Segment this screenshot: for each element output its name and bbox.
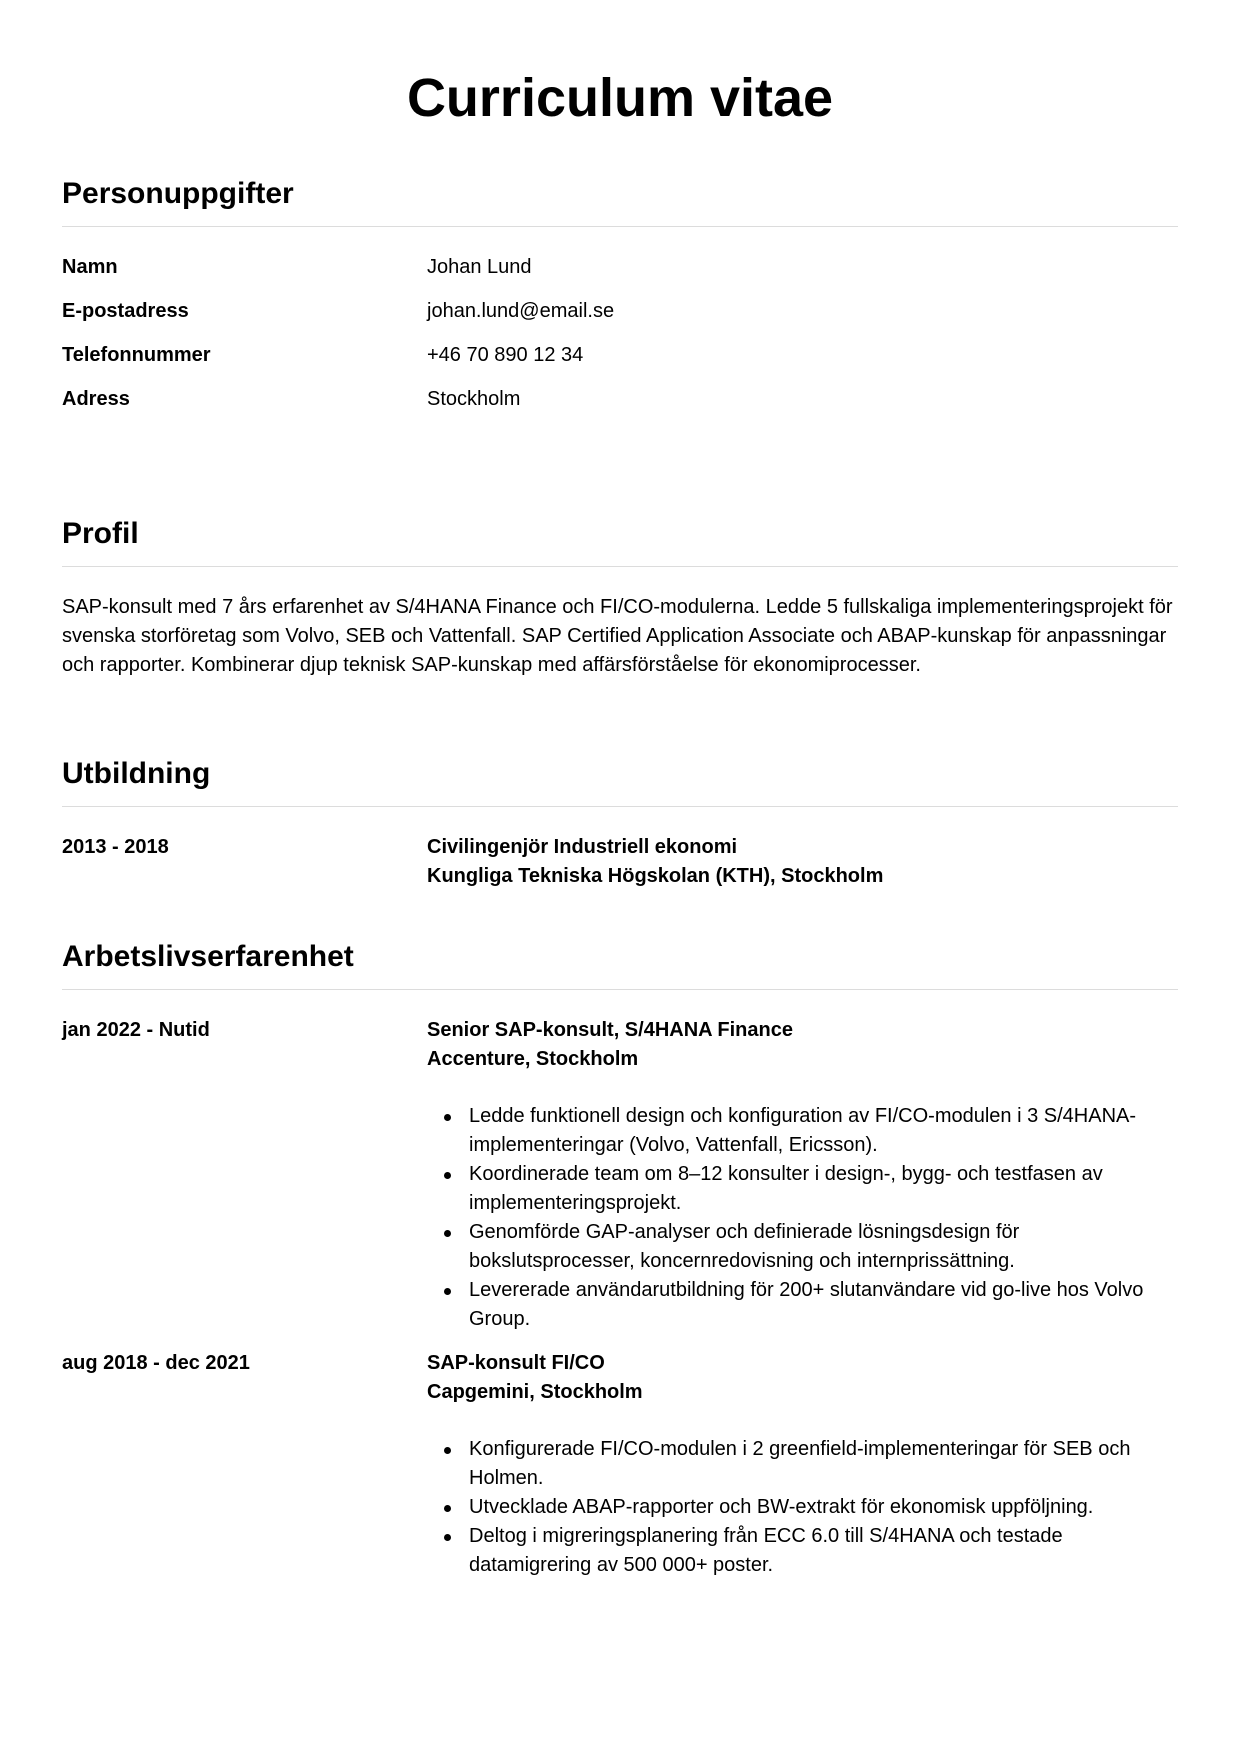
list-item: Konfigurerade FI/CO-modulen i 2 greenfield-implementeringar för SEB och Holmen.	[469, 1435, 1178, 1493]
job-role: SAP-konsult FI/CO	[427, 1352, 605, 1374]
section-heading-work: Arbetslivserfarenhet	[62, 939, 1178, 990]
list-item: Ledde funktionell design och konfiguration av FI/CO-modulen i 3 S/4HANA-implementeringar (Volvo, Vattenfall, Ericsson).	[469, 1102, 1178, 1160]
field-value: Stockholm	[427, 388, 521, 410]
personal-row-email	[62, 297, 1178, 341]
personal-row-address	[62, 385, 1178, 429]
job-entry	[62, 1016, 1178, 1334]
job-bullets	[427, 1435, 1178, 1580]
job-company: Accenture, Stockholm	[427, 1048, 639, 1070]
field-value: Johan Lund	[427, 256, 532, 278]
section-heading-personal: Personuppgifter	[62, 176, 1178, 227]
section-education	[62, 756, 1178, 891]
list-item: Levererade användarutbildning för 200+ slutanvändare vid go-live hos Volvo Group.	[469, 1276, 1178, 1334]
list-item: Genomförde GAP-analyser och definierade lösningsdesign för bokslutsprocesser, koncernredovisning och internprissättning.	[469, 1218, 1178, 1276]
field-label: E-postadress	[62, 300, 189, 322]
list-item: Utvecklade ABAP-rapporter och BW-extrakt för ekonomisk uppföljning.	[469, 1493, 1178, 1522]
section-work	[62, 939, 1178, 1580]
education-entry	[62, 833, 1178, 891]
job-role: Senior SAP-konsult, S/4HANA Finance	[427, 1019, 793, 1041]
section-heading-profile: Profil	[62, 516, 1178, 567]
job-period: aug 2018 - dec 2021	[62, 1352, 250, 1374]
field-label: Telefonnummer	[62, 344, 211, 366]
education-degree: Civilingenjör Industriell ekonomi	[427, 836, 738, 858]
job-company: Capgemini, Stockholm	[427, 1381, 643, 1403]
field-label: Namn	[62, 256, 118, 278]
personal-row-name	[62, 253, 1178, 297]
job-bullets	[427, 1102, 1178, 1334]
profile-summary: SAP-konsult med 7 års erfarenhet av S/4HANA Finance och FI/CO-modulerna. Ledde 5 fullskaliga implementeringsprojekt för svenska storföretag som Volvo, SEB och Vattenfall. SAP Certified Application Associate och ABAP-kunskap för anpassningar och rapporter. Kombinerar djup teknisk SAP-kunskap med affärsförståelse för ekonomiprocesser.	[62, 596, 1173, 676]
section-heading-education: Utbildning	[62, 756, 1178, 807]
personal-details	[62, 253, 1178, 429]
job-period: jan 2022 - Nutid	[62, 1019, 210, 1041]
job-entry	[62, 1349, 1178, 1580]
education-school: Kungliga Tekniska Högskolan (KTH), Stockholm	[427, 865, 884, 887]
field-label: Adress	[62, 388, 130, 410]
field-value: johan.lund@email.se	[427, 300, 615, 322]
section-profile	[62, 516, 1178, 680]
field-value: +46 70 890 12 34	[427, 344, 584, 366]
personal-row-phone	[62, 341, 1178, 385]
list-item: Deltog i migreringsplanering från ECC 6.0 till S/4HANA och testade datamigrering av 500 000+ poster.	[469, 1522, 1178, 1580]
document-title: Curriculum vitae	[406, 68, 834, 128]
list-item: Koordinerade team om 8–12 konsulter i design-, bygg- och testfasen av implementeringsprojekt.	[469, 1160, 1178, 1218]
education-period: 2013 - 2018	[62, 836, 169, 858]
section-personal	[62, 176, 1178, 429]
